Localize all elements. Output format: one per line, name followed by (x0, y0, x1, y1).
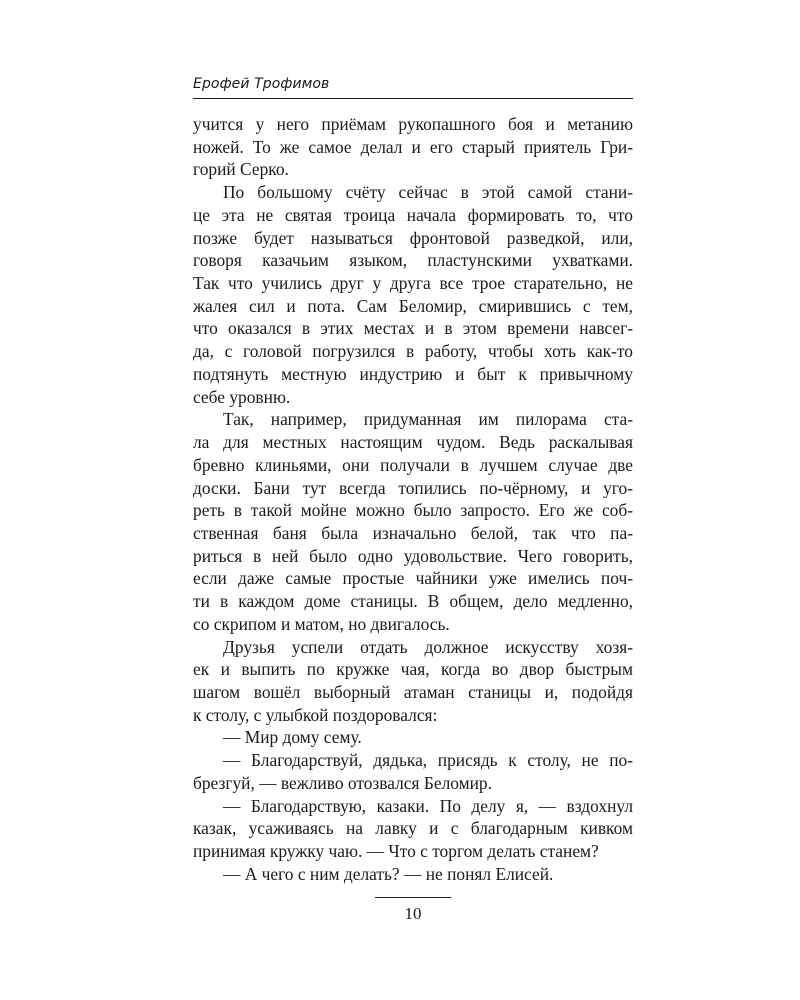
text-line: учится у него приёмам рукопашного боя и метанию (193, 114, 633, 134)
text-line: — Благодарствую, казаки. По делу я, — вздохнул (223, 795, 633, 816)
text-body (193, 113, 633, 885)
text-line: горий Серко. (193, 159, 289, 180)
text-line: принимая кружку чаю. — Что с торгом делать станем? (193, 841, 599, 861)
text-line: — Благодарствуй, дядька, присядь к столу, не по- (223, 750, 633, 771)
text-line: бревно клиньями, они получали в лучшем случае две (193, 454, 633, 475)
text-line: Так, например, придуманная им пилорама ста- (223, 409, 633, 430)
text-line: ек и выпить по кружке чая, когда во двор быстрым (193, 659, 633, 680)
text-line: жалея сил и пота. Сам Беломир, смирившись с тем, (193, 295, 633, 316)
page-number: 10 (404, 904, 422, 923)
text-line: ла для местных настоящим чудом. Ведь раскалывая (193, 432, 633, 453)
text-line: ножей. То же самое делал и его старый приятель Гри- (193, 136, 633, 157)
text-line: ти в каждом доме станицы. В общем, дело медленно, (193, 591, 633, 612)
text-line: да, с головой погрузился в работу, чтобы хоть как-то (193, 341, 633, 362)
running-header (193, 74, 633, 99)
text-line: к столу, с улыбкой поздоровался: (193, 704, 438, 725)
text-line: Друзья успели отдать должное искусству хозя- (223, 636, 633, 657)
text-line: позже будет называться фронтовой разведкой, или, (193, 227, 633, 248)
text-line: Так что учились друг у друга все трое старательно, не (193, 273, 633, 294)
footer-rule (375, 897, 451, 898)
text-line: со скрипом и матом, но двигалось. (193, 613, 450, 634)
text-line: ственная баня была изначально белой, так что па- (193, 522, 633, 543)
author-name: Ерофей Трофимов (193, 76, 330, 92)
text-line: шагом вошёл выборный атаман станицы и, подойдя (193, 681, 633, 702)
text-line: По большому счёту сейчас в этой самой стани- (223, 182, 633, 203)
text-line: це эта не святая троица начала формировать то, что (193, 204, 633, 225)
text-line: доски. Бани тут всегда топились по-чёрному, и уго- (193, 477, 633, 498)
text-line: подтянуть местную индустрию и быт к привычному (193, 363, 633, 384)
text-line: казак, усаживаясь на лавку и с благодарным кивком (193, 818, 633, 839)
text-line: говоря казачьим языком, пластунскими ухватками. (193, 250, 633, 271)
text-line: брезгуй, — вежливо отозвался Беломир. (193, 772, 492, 793)
text-line: что оказался в этих местах и в этом времени навсег- (193, 318, 633, 339)
text-line: риться в ней было одно удовольствие. Чего говорить, (193, 545, 633, 566)
text-line: — А чего с ним делать? — не понял Елисей. (223, 863, 554, 884)
text-line: реть в такой мойне можно было запросто. Его же соб- (193, 500, 633, 521)
text-line: — Мир дому сему. (223, 727, 362, 748)
text-line: себе уровню. (193, 386, 291, 407)
text-line: если даже самые простые чайники уже имелись поч- (193, 568, 633, 589)
